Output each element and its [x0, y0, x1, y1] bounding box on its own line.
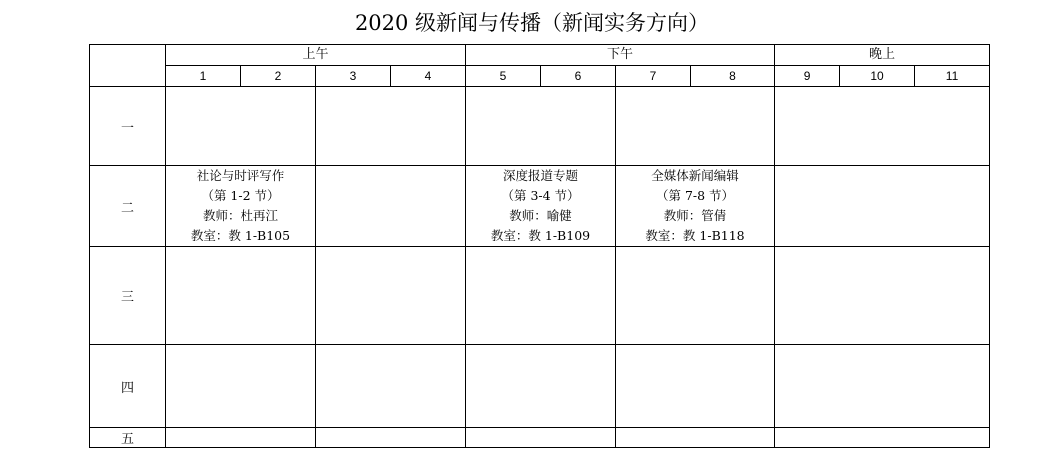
day-row-friday	[90, 428, 990, 448]
course-room: 教室：教 1-B105	[190, 228, 291, 243]
period-1: 1	[166, 66, 241, 87]
slot-cell	[616, 87, 775, 166]
slot-cell	[166, 345, 316, 428]
course-name: 深度报道专题	[503, 168, 579, 183]
day-label: 四	[90, 345, 166, 428]
slot-cell	[775, 428, 990, 448]
course-cell	[166, 166, 316, 247]
slot-cell	[616, 247, 775, 345]
session-evening: 晚上	[775, 45, 990, 66]
slot-cell	[316, 166, 466, 247]
course-cell	[466, 166, 616, 247]
schedule-table	[89, 44, 990, 448]
slot-cell	[166, 247, 316, 345]
course-periods: （第 7-8 节）	[655, 188, 735, 203]
period-11: 11	[915, 66, 990, 87]
course-cell	[616, 166, 775, 247]
slot-cell	[616, 428, 775, 448]
slot-cell	[316, 345, 466, 428]
course-teacher: 教师：喻健	[509, 208, 572, 223]
corner-cell	[90, 45, 166, 87]
period-2: 2	[241, 66, 316, 87]
day-row-tuesday	[90, 166, 990, 247]
period-4: 4	[391, 66, 466, 87]
slot-cell	[166, 428, 316, 448]
day-row-thursday	[90, 345, 990, 428]
slot-cell	[316, 247, 466, 345]
slot-cell	[616, 345, 775, 428]
slot-cell	[316, 428, 466, 448]
period-header-row	[90, 66, 990, 87]
day-label: 三	[90, 247, 166, 345]
period-6: 6	[541, 66, 616, 87]
slot-cell	[775, 345, 990, 428]
period-5: 5	[466, 66, 541, 87]
course-periods: （第 1-2 节）	[201, 188, 280, 203]
slot-cell	[466, 345, 616, 428]
day-row-wednesday	[90, 247, 990, 345]
slot-cell	[775, 247, 990, 345]
slot-cell	[466, 87, 616, 166]
course-room: 教室：教 1-B109	[490, 228, 591, 243]
day-row-monday	[90, 87, 990, 166]
period-7: 7	[616, 66, 691, 87]
slot-cell	[466, 428, 616, 448]
course-name: 社论与时评写作	[196, 168, 285, 183]
course-teacher: 教师：杜再江	[202, 208, 278, 223]
session-header-row	[90, 45, 990, 66]
slot-cell	[166, 87, 316, 166]
course-name: 全媒体新闻编辑	[651, 168, 739, 183]
course-room: 教室：教 1-B118	[645, 228, 745, 243]
course-teacher: 教师：管倩	[663, 208, 727, 223]
slot-cell	[316, 87, 466, 166]
session-morning: 上午	[166, 45, 466, 66]
period-3: 3	[316, 66, 391, 87]
course-periods: （第 3-4 节）	[501, 188, 580, 203]
period-8: 8	[691, 66, 775, 87]
page-title: 2020 级新闻与传播（新闻实务方向）	[354, 11, 710, 35]
period-10: 10	[840, 66, 915, 87]
day-label: 五	[90, 428, 166, 448]
period-9: 9	[775, 66, 840, 87]
slot-cell	[466, 247, 616, 345]
slot-cell	[775, 87, 990, 166]
day-label: 一	[90, 87, 166, 166]
slot-cell	[775, 166, 990, 247]
day-label: 二	[90, 166, 166, 247]
session-afternoon: 下午	[466, 45, 775, 66]
